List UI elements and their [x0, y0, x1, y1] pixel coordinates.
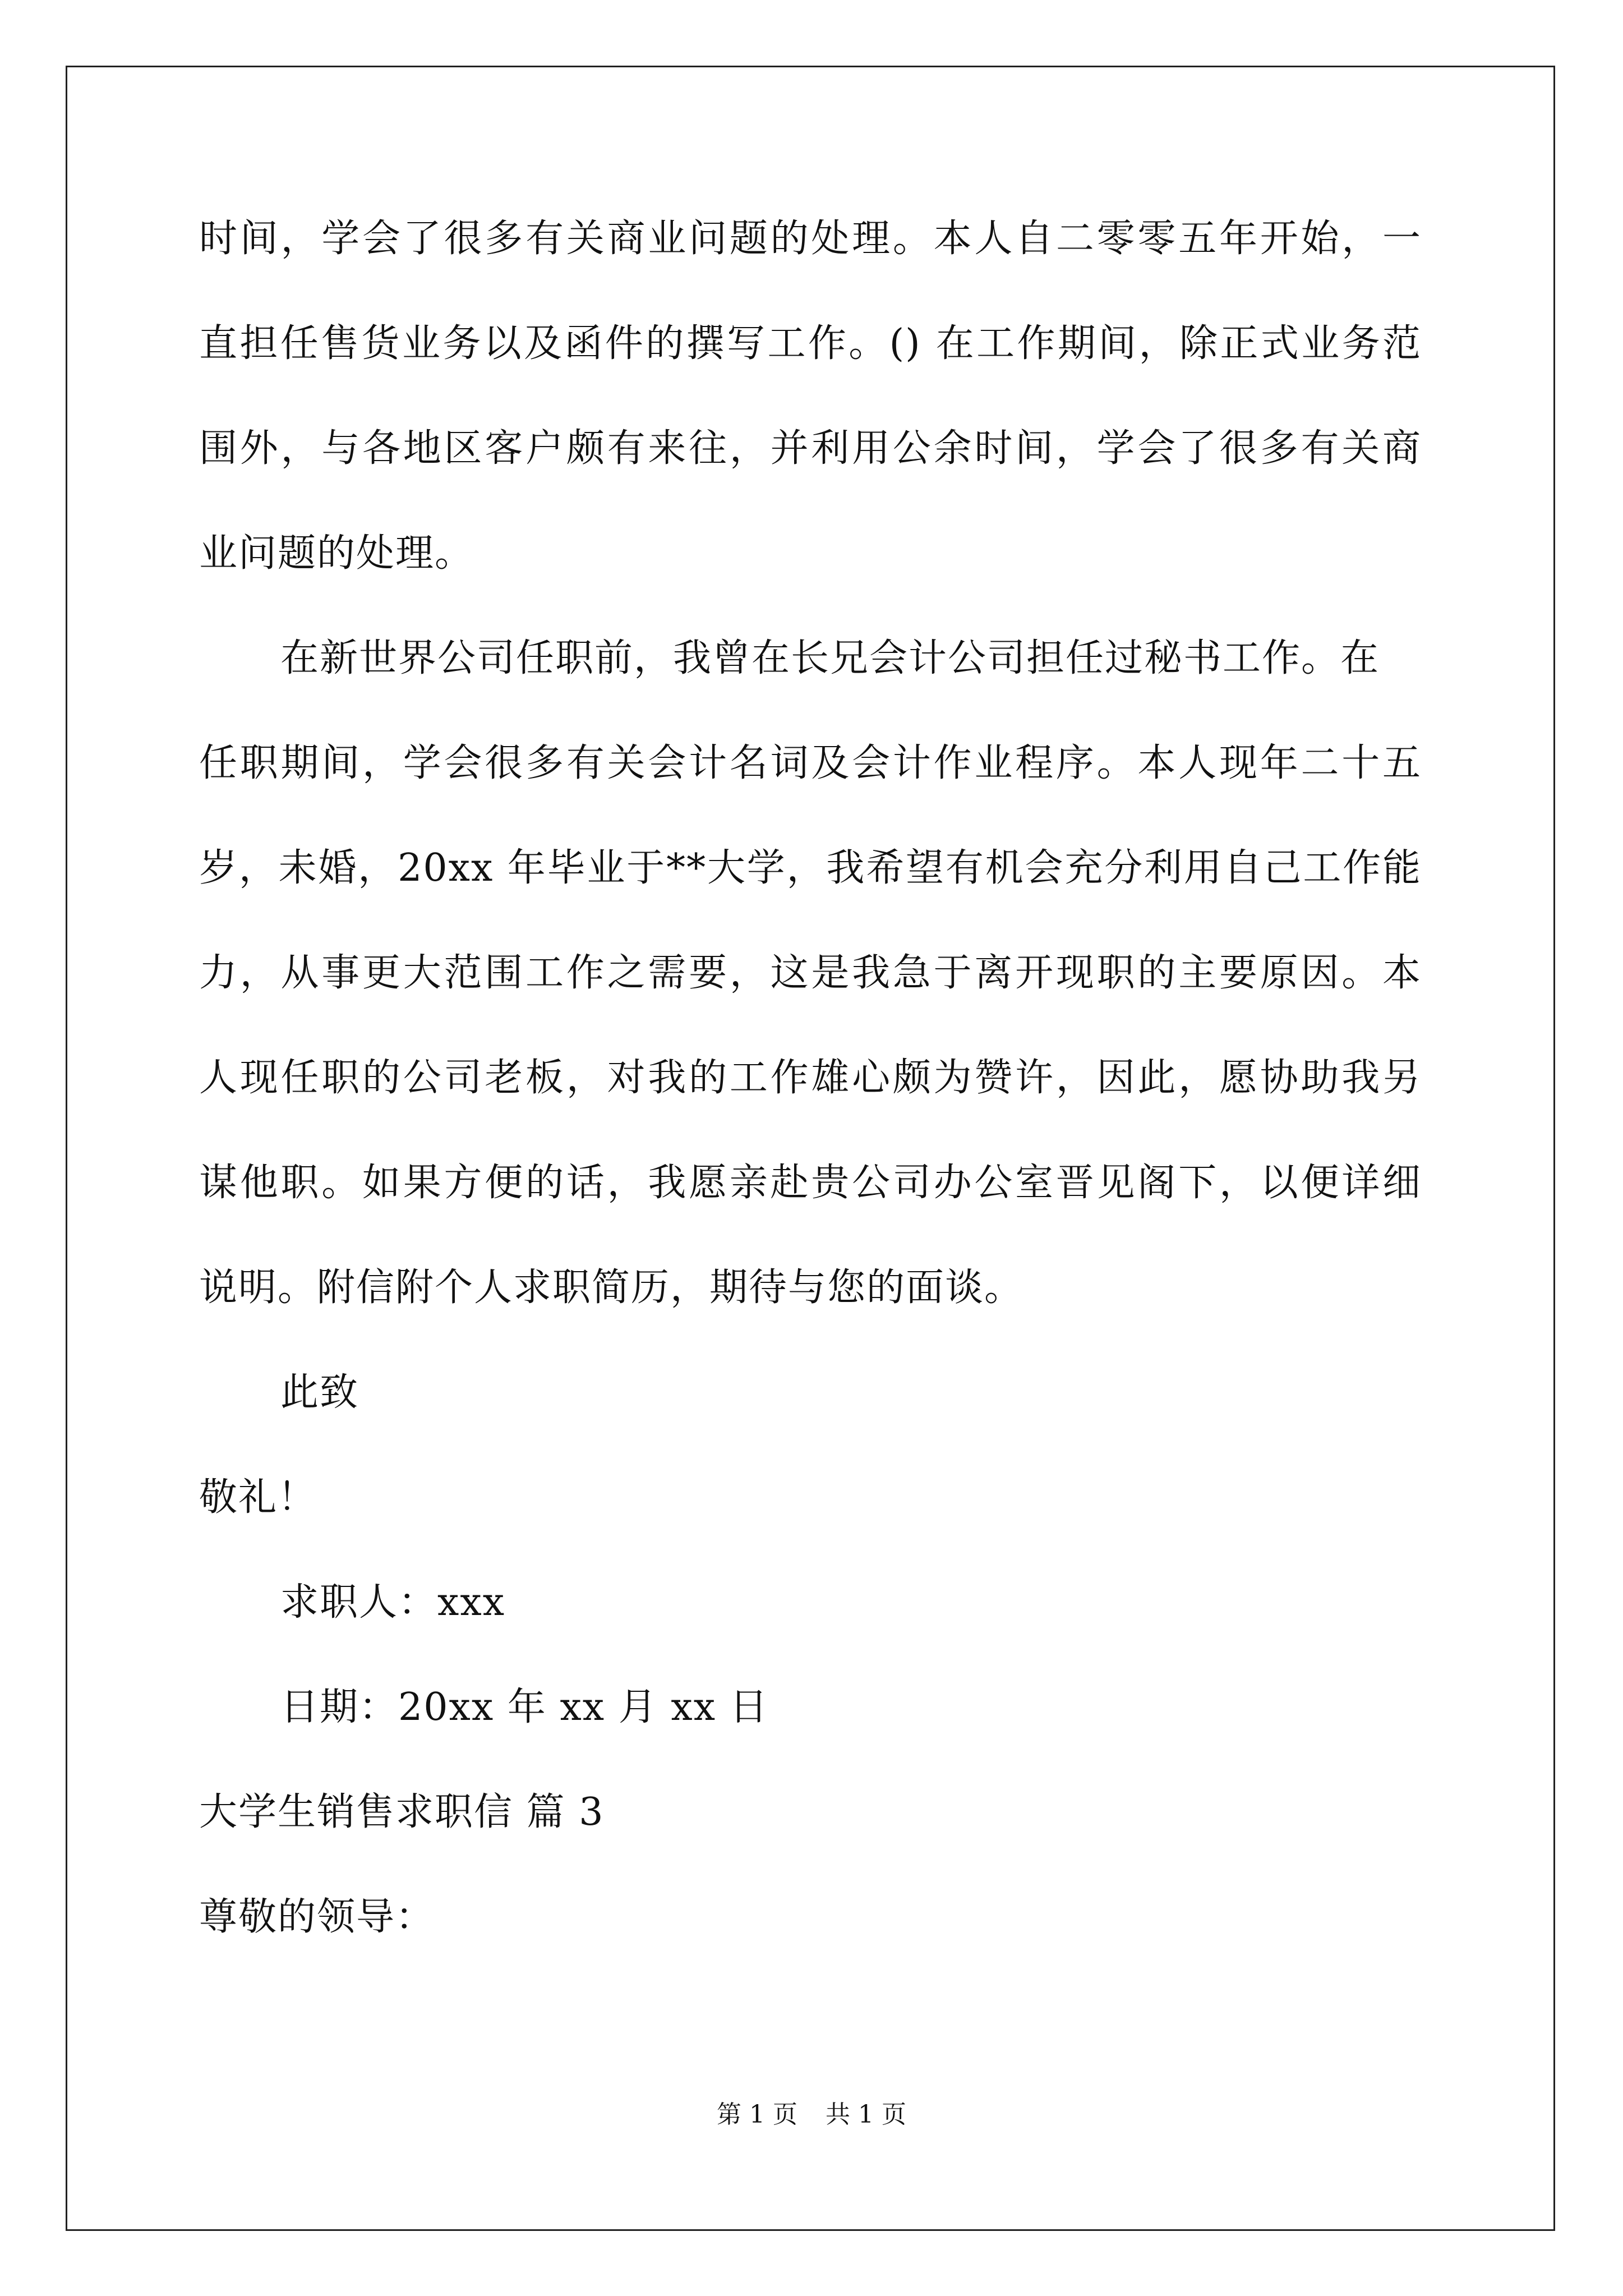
text-line: 力，从事更大范围工作之需要，这是我急于离开现职的主要原因。本: [199, 951, 1422, 995]
letter-greeting: 尊敬的领导：: [199, 1895, 435, 1939]
page-number: 第 1 页: [717, 2100, 797, 2129]
applicant-signature: 求职人：xxx: [280, 1580, 506, 1625]
page-total: 共 1 页: [826, 2100, 906, 2129]
page-footer: [0, 2099, 1623, 2131]
text-line: 岁，未婚，20xx 年毕业于**大学，我希望有机会充分利用自己工作能: [199, 846, 1422, 890]
closing-regards: 敬礼！: [199, 1475, 317, 1520]
text-line: 任职期间，学会很多有关会计名词及会计作业程序。本人现年二十五: [199, 741, 1422, 785]
closing-salutation: 此致: [280, 1370, 359, 1415]
paragraph-first-line: 在新世界公司任职前，我曾在长兄会计公司担任过秘书工作。在: [280, 636, 1380, 680]
text-line: 说明。附信附个人求职简历，期待与您的面谈。: [199, 1266, 1024, 1310]
text-line: 业问题的处理。: [199, 531, 474, 576]
text-line: 围外，与各地区客户颇有来往，并利用公余时间，学会了很多有关商: [199, 426, 1422, 471]
letter-date: 日期：20xx 年 xx 月 xx 日: [280, 1685, 769, 1729]
text-line: 时间，学会了很多有关商业问题的处理。本人自二零零五年开始，一: [199, 217, 1422, 261]
document-body: [199, 213, 1422, 1996]
section-heading: 大学生销售求职信 篇 3: [199, 1790, 605, 1834]
text-line: 谋他职。如果方便的话，我愿亲赴贵公司办公室晋见阁下，以便详细: [199, 1161, 1422, 1205]
text-line: 直担任售货业务以及函件的撰写工作。() 在工作期间，除正式业务范: [199, 321, 1422, 366]
text-line: 人现任职的公司老板，对我的工作雄心颇为赞许，因此，愿协助我另: [199, 1056, 1422, 1100]
